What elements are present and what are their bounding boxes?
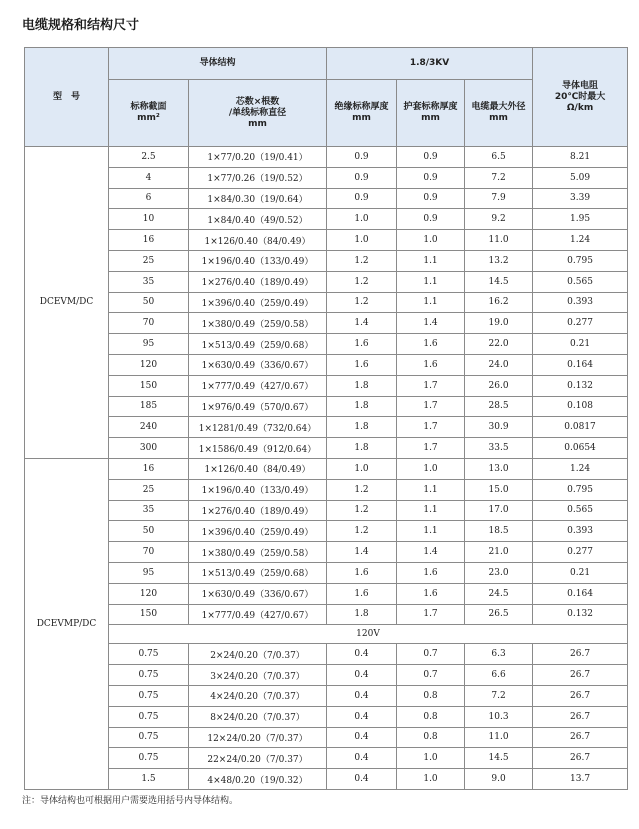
cores-cell: 1×84/0.30（19/0.64）	[189, 188, 327, 209]
model-cell: DCEVMP/DC	[25, 458, 109, 789]
resistance-cell: 0.565	[533, 271, 628, 292]
section-cell: 10	[109, 209, 189, 230]
sheath-cell: 1.4	[397, 313, 465, 334]
section-cell: 300	[109, 438, 189, 459]
sheath-cell: 1.0	[397, 769, 465, 790]
resistance-cell: 0.108	[533, 396, 628, 417]
resistance-cell: 0.0817	[533, 417, 628, 438]
insulation-cell: 1.2	[327, 500, 397, 521]
insulation-cell: 0.4	[327, 644, 397, 665]
resistance-cell: 1.24	[533, 230, 628, 251]
insulation-cell: 1.2	[327, 271, 397, 292]
section-cell: 6	[109, 188, 189, 209]
section-cell: 35	[109, 500, 189, 521]
resistance-cell: 3.39	[533, 188, 628, 209]
section-cell: 150	[109, 604, 189, 625]
resistance-cell: 0.21	[533, 562, 628, 583]
outer-diameter-cell: 28.5	[465, 396, 533, 417]
table-row	[25, 396, 628, 417]
table-row	[25, 562, 628, 583]
insulation-cell: 1.8	[327, 396, 397, 417]
insulation-cell: 1.8	[327, 604, 397, 625]
sheath-cell: 0.7	[397, 665, 465, 686]
cores-cell: 22×24/0.20（7/0.37）	[189, 748, 327, 769]
outer-diameter-cell: 18.5	[465, 521, 533, 542]
table-row	[25, 209, 628, 230]
insulation-cell: 0.9	[327, 167, 397, 188]
table-row	[25, 313, 628, 334]
section-cell: 150	[109, 375, 189, 396]
resistance-cell: 1.95	[533, 209, 628, 230]
cores-cell: 2×24/0.20（7/0.37）	[189, 644, 327, 665]
header-insulation: 绝缘标称厚度 mm	[327, 80, 397, 147]
table-row	[25, 644, 628, 665]
section-cell: 70	[109, 313, 189, 334]
sheath-cell: 1.7	[397, 375, 465, 396]
section-cell: 2.5	[109, 147, 189, 168]
section-cell: 0.75	[109, 706, 189, 727]
sheath-cell: 1.6	[397, 354, 465, 375]
table-row	[25, 604, 628, 625]
section-cell: 25	[109, 479, 189, 500]
cores-cell: 1×77/0.26（19/0.52）	[189, 167, 327, 188]
section-cell: 185	[109, 396, 189, 417]
insulation-cell: 1.6	[327, 354, 397, 375]
cores-cell: 1×396/0.40（259/0.49）	[189, 292, 327, 313]
cable-spec-table	[24, 47, 628, 790]
page-title: 电缆规格和结构尺寸	[22, 18, 140, 33]
sheath-cell: 1.7	[397, 604, 465, 625]
outer-diameter-cell: 30.9	[465, 417, 533, 438]
resistance-cell: 0.393	[533, 521, 628, 542]
outer-diameter-cell: 9.0	[465, 769, 533, 790]
resistance-cell: 26.7	[533, 665, 628, 686]
insulation-cell: 0.9	[327, 147, 397, 168]
table-row	[25, 292, 628, 313]
outer-diameter-cell: 24.0	[465, 354, 533, 375]
sheath-cell: 1.1	[397, 479, 465, 500]
insulation-cell: 1.8	[327, 375, 397, 396]
outer-diameter-cell: 11.0	[465, 230, 533, 251]
resistance-cell: 0.393	[533, 292, 628, 313]
resistance-cell: 8.21	[533, 147, 628, 168]
table-row	[25, 438, 628, 459]
cores-cell: 1×513/0.49（259/0.68）	[189, 562, 327, 583]
insulation-cell: 0.4	[327, 685, 397, 706]
resistance-cell: 26.7	[533, 644, 628, 665]
table-row	[25, 375, 628, 396]
insulation-cell: 1.2	[327, 521, 397, 542]
insulation-cell: 0.4	[327, 665, 397, 686]
table-row	[25, 685, 628, 706]
resistance-cell: 0.164	[533, 354, 628, 375]
sheath-cell: 1.7	[397, 396, 465, 417]
table-row	[25, 167, 628, 188]
outer-diameter-cell: 11.0	[465, 727, 533, 748]
insulation-cell: 0.9	[327, 188, 397, 209]
section-cell: 0.75	[109, 727, 189, 748]
outer-diameter-cell: 26.5	[465, 604, 533, 625]
insulation-cell: 1.2	[327, 250, 397, 271]
sheath-cell: 1.7	[397, 417, 465, 438]
cores-cell: 4×48/0.20（19/0.32）	[189, 769, 327, 790]
resistance-cell: 0.164	[533, 583, 628, 604]
cores-cell: 3×24/0.20（7/0.37）	[189, 665, 327, 686]
table-row	[25, 147, 628, 168]
outer-diameter-cell: 10.3	[465, 706, 533, 727]
outer-diameter-cell: 14.5	[465, 271, 533, 292]
cores-cell: 1×777/0.49（427/0.67）	[189, 604, 327, 625]
outer-diameter-cell: 14.5	[465, 748, 533, 769]
outer-diameter-cell: 7.9	[465, 188, 533, 209]
table-row	[25, 748, 628, 769]
outer-diameter-cell: 17.0	[465, 500, 533, 521]
insulation-cell: 1.6	[327, 334, 397, 355]
sheath-cell: 1.7	[397, 438, 465, 459]
section-cell: 50	[109, 292, 189, 313]
cores-cell: 1×380/0.49（259/0.58）	[189, 542, 327, 563]
table-row	[25, 458, 628, 479]
insulation-cell: 0.4	[327, 748, 397, 769]
header-cores: 芯数×根数 /单线标称直径 mm	[189, 80, 327, 147]
insulation-cell: 1.2	[327, 479, 397, 500]
sheath-cell: 1.1	[397, 271, 465, 292]
cores-cell: 1×276/0.40（189/0.49）	[189, 271, 327, 292]
sheath-cell: 0.9	[397, 188, 465, 209]
cores-cell: 1×976/0.49（570/0.67）	[189, 396, 327, 417]
sheath-cell: 0.7	[397, 644, 465, 665]
section-cell: 240	[109, 417, 189, 438]
section-cell: 50	[109, 521, 189, 542]
header-resistance: 导体电阻 20℃时最大 Ω/km	[533, 48, 628, 147]
outer-diameter-cell: 23.0	[465, 562, 533, 583]
section-cell: 0.75	[109, 665, 189, 686]
insulation-cell: 1.0	[327, 458, 397, 479]
header-model: 型 号	[25, 48, 109, 147]
cores-cell: 1×126/0.40（84/0.49）	[189, 458, 327, 479]
sheath-cell: 0.9	[397, 167, 465, 188]
footnote: 注：导体结构也可根据用户需要选用括号内导体结构。	[22, 796, 239, 806]
cores-cell: 1×513/0.49（259/0.68）	[189, 334, 327, 355]
outer-diameter-cell: 7.2	[465, 685, 533, 706]
outer-diameter-cell: 19.0	[465, 313, 533, 334]
insulation-cell: 1.0	[327, 209, 397, 230]
table-row	[25, 665, 628, 686]
sheath-cell: 0.9	[397, 147, 465, 168]
section-cell: 120	[109, 583, 189, 604]
outer-diameter-cell: 16.2	[465, 292, 533, 313]
section-cell: 120	[109, 354, 189, 375]
cores-cell: 12×24/0.20（7/0.37）	[189, 727, 327, 748]
resistance-cell: 0.132	[533, 604, 628, 625]
resistance-cell: 0.795	[533, 479, 628, 500]
insulation-cell: 1.8	[327, 438, 397, 459]
outer-diameter-cell: 13.2	[465, 250, 533, 271]
header-voltage: 1.8/3KV	[327, 48, 533, 80]
sheath-cell: 0.9	[397, 209, 465, 230]
sheath-cell: 1.0	[397, 230, 465, 251]
table-row	[25, 188, 628, 209]
section-cell: 0.75	[109, 685, 189, 706]
cores-cell: 1×777/0.49（427/0.67）	[189, 375, 327, 396]
table-row	[25, 583, 628, 604]
table-row	[25, 500, 628, 521]
outer-diameter-cell: 22.0	[465, 334, 533, 355]
resistance-cell: 26.7	[533, 685, 628, 706]
sheath-cell: 1.1	[397, 292, 465, 313]
resistance-cell: 0.795	[533, 250, 628, 271]
cores-cell: 1×276/0.40（189/0.49）	[189, 500, 327, 521]
insulation-cell: 0.4	[327, 727, 397, 748]
sheath-cell: 1.6	[397, 334, 465, 355]
section-cell: 95	[109, 562, 189, 583]
sheath-cell: 1.1	[397, 521, 465, 542]
resistance-cell: 26.7	[533, 706, 628, 727]
section-cell: 16	[109, 230, 189, 251]
insulation-cell: 1.6	[327, 562, 397, 583]
section-cell: 25	[109, 250, 189, 271]
section-cell: 4	[109, 167, 189, 188]
cores-cell: 1×77/0.20（19/0.41）	[189, 147, 327, 168]
resistance-cell: 5.09	[533, 167, 628, 188]
section-cell: 70	[109, 542, 189, 563]
table-row	[25, 479, 628, 500]
outer-diameter-cell: 7.2	[465, 167, 533, 188]
header-outer-diameter: 电缆最大外径 mm	[465, 80, 533, 147]
sheath-cell: 1.1	[397, 250, 465, 271]
cores-cell: 1×630/0.49（336/0.67）	[189, 583, 327, 604]
outer-diameter-cell: 6.6	[465, 665, 533, 686]
outer-diameter-cell: 21.0	[465, 542, 533, 563]
sheath-cell: 1.0	[397, 748, 465, 769]
sheath-cell: 1.0	[397, 458, 465, 479]
outer-diameter-cell: 26.0	[465, 375, 533, 396]
cores-cell: 4×24/0.20（7/0.37）	[189, 685, 327, 706]
section-cell: 35	[109, 271, 189, 292]
sheath-cell: 1.1	[397, 500, 465, 521]
header-nominal-section: 标称截面 mm²	[109, 80, 189, 147]
resistance-cell: 0.277	[533, 542, 628, 563]
sheath-cell: 0.8	[397, 727, 465, 748]
table-row	[25, 542, 628, 563]
insulation-cell: 1.8	[327, 417, 397, 438]
cores-cell: 8×24/0.20（7/0.37）	[189, 706, 327, 727]
table-row	[25, 417, 628, 438]
outer-diameter-cell: 9.2	[465, 209, 533, 230]
table-row	[25, 250, 628, 271]
section-cell: 95	[109, 334, 189, 355]
cores-cell: 1×1586/0.49（912/0.64）	[189, 438, 327, 459]
table-row	[25, 271, 628, 292]
outer-diameter-cell: 13.0	[465, 458, 533, 479]
cores-cell: 1×630/0.49（336/0.67）	[189, 354, 327, 375]
cores-cell: 1×396/0.40（259/0.49）	[189, 521, 327, 542]
cores-cell: 1×196/0.40（133/0.49）	[189, 250, 327, 271]
model-cell: DCEVM/DC	[25, 147, 109, 459]
insulation-cell: 0.4	[327, 769, 397, 790]
table-row	[25, 769, 628, 790]
table-row	[25, 706, 628, 727]
insulation-cell: 1.0	[327, 230, 397, 251]
section-cell: 0.75	[109, 748, 189, 769]
table-row	[25, 354, 628, 375]
outer-diameter-cell: 24.5	[465, 583, 533, 604]
table-row	[25, 334, 628, 355]
insulation-cell: 1.6	[327, 583, 397, 604]
header-sheath: 护套标称厚度 mm	[397, 80, 465, 147]
cores-cell: 1×1281/0.49（732/0.64）	[189, 417, 327, 438]
sheath-cell: 1.6	[397, 583, 465, 604]
outer-diameter-cell: 6.5	[465, 147, 533, 168]
cores-cell: 1×196/0.40（133/0.49）	[189, 479, 327, 500]
sheath-cell: 0.8	[397, 685, 465, 706]
section-cell: 16	[109, 458, 189, 479]
subheader-row	[25, 625, 628, 644]
table-row	[25, 521, 628, 542]
section-cell: 0.75	[109, 644, 189, 665]
resistance-cell: 0.132	[533, 375, 628, 396]
insulation-cell: 1.2	[327, 292, 397, 313]
table-row	[25, 230, 628, 251]
resistance-cell: 0.277	[533, 313, 628, 334]
subheader-voltage: 120V	[109, 625, 628, 644]
cores-cell: 1×126/0.40（84/0.49）	[189, 230, 327, 251]
section-cell: 1.5	[109, 769, 189, 790]
resistance-cell: 26.7	[533, 727, 628, 748]
header-conductor-structure: 导体结构	[109, 48, 327, 80]
insulation-cell: 1.4	[327, 542, 397, 563]
resistance-cell: 0.0654	[533, 438, 628, 459]
table-row	[25, 727, 628, 748]
outer-diameter-cell: 6.3	[465, 644, 533, 665]
cores-cell: 1×84/0.40（49/0.52）	[189, 209, 327, 230]
outer-diameter-cell: 33.5	[465, 438, 533, 459]
insulation-cell: 0.4	[327, 706, 397, 727]
insulation-cell: 1.4	[327, 313, 397, 334]
resistance-cell: 0.21	[533, 334, 628, 355]
resistance-cell: 0.565	[533, 500, 628, 521]
cores-cell: 1×380/0.49（259/0.58）	[189, 313, 327, 334]
resistance-cell: 26.7	[533, 748, 628, 769]
outer-diameter-cell: 15.0	[465, 479, 533, 500]
sheath-cell: 0.8	[397, 706, 465, 727]
resistance-cell: 1.24	[533, 458, 628, 479]
sheath-cell: 1.6	[397, 562, 465, 583]
resistance-cell: 13.7	[533, 769, 628, 790]
sheath-cell: 1.4	[397, 542, 465, 563]
